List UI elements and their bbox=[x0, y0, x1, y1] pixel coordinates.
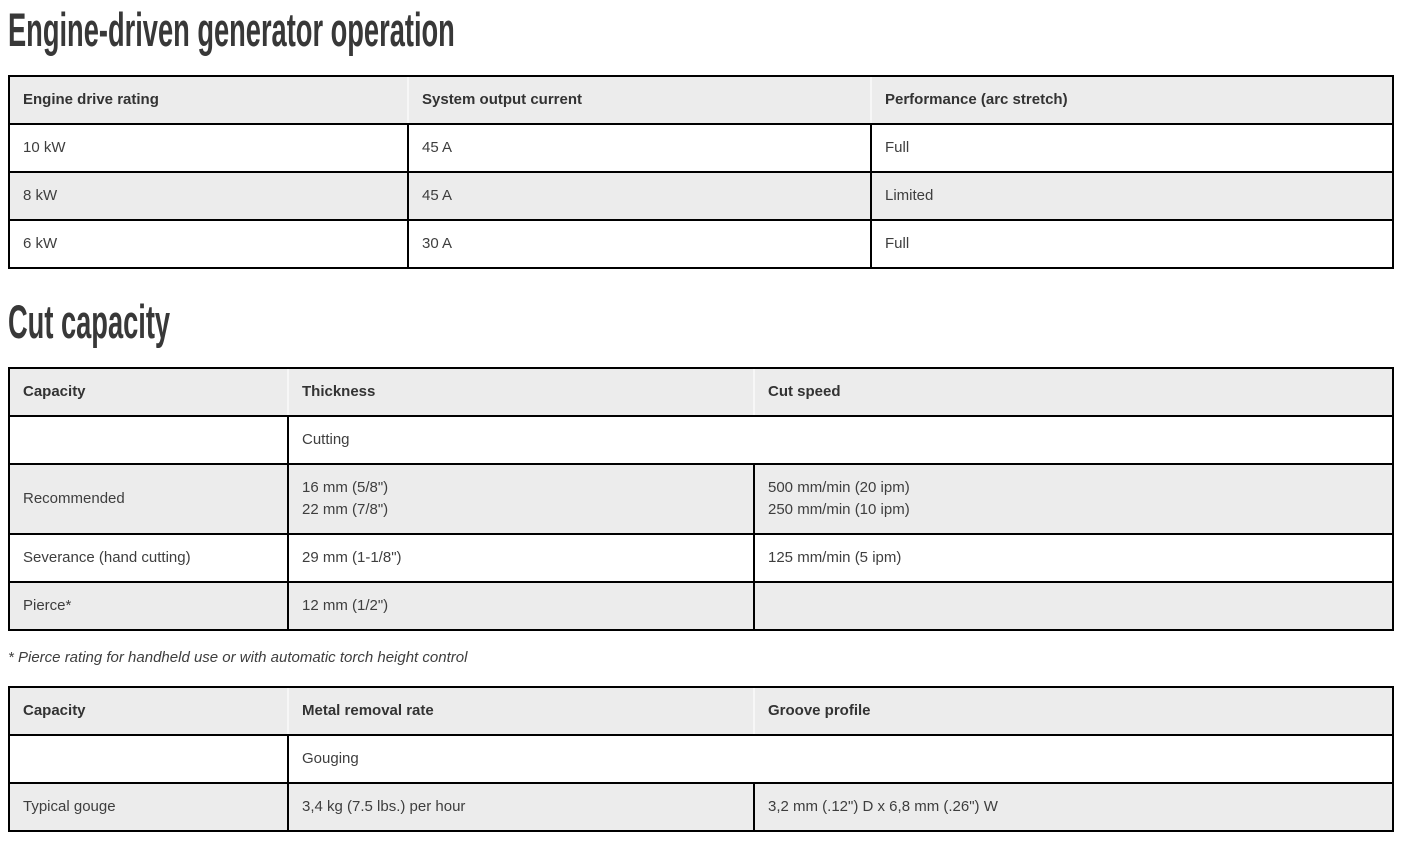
cell-rating: 6 kW bbox=[9, 220, 408, 268]
table-row bbox=[9, 582, 1393, 630]
col-header-engine-drive-rating: Engine drive rating bbox=[9, 76, 408, 124]
group-row-cutting bbox=[9, 416, 1393, 464]
col-header-cut-speed: Cut speed bbox=[754, 368, 1393, 416]
cell-capacity: Severance (hand cutting) bbox=[9, 534, 288, 582]
cell-rating: 8 kW bbox=[9, 172, 408, 220]
cell-rating: 10 kW bbox=[9, 124, 408, 172]
thickness-line: 22 mm (7/8") bbox=[302, 501, 389, 518]
thickness-line: 16 mm (5/8") bbox=[302, 479, 389, 496]
engine-table-header-row bbox=[9, 76, 1393, 124]
col-header-capacity: Capacity bbox=[9, 368, 288, 416]
col-header-groove-profile: Groove profile bbox=[754, 687, 1393, 735]
cut-section-heading bbox=[8, 295, 1392, 348]
cell-capacity: Pierce* bbox=[9, 582, 288, 630]
col-header-system-output-current: System output current bbox=[408, 76, 871, 124]
table-row bbox=[9, 124, 1393, 172]
cell-current: 45 A bbox=[408, 172, 871, 220]
gouge-capacity-table bbox=[8, 686, 1394, 832]
cell-thickness: 29 mm (1-1/8") bbox=[288, 534, 754, 582]
engine-section-heading bbox=[8, 3, 1392, 56]
cell-capacity: Recommended bbox=[9, 464, 288, 534]
cell-cut-speed bbox=[754, 582, 1393, 630]
cell-performance: Full bbox=[871, 220, 1393, 268]
group-label-cutting: Cutting bbox=[288, 416, 1393, 464]
cell-empty bbox=[9, 416, 288, 464]
col-header-thickness: Thickness bbox=[288, 368, 754, 416]
gouge-table-header-row bbox=[9, 687, 1393, 735]
cell-current: 45 A bbox=[408, 124, 871, 172]
table-row bbox=[9, 464, 1393, 534]
group-label-gouging: Gouging bbox=[288, 735, 1393, 783]
cell-groove-profile: 3,2 mm (.12") D x 6,8 mm (.26") W bbox=[754, 783, 1393, 831]
col-header-performance-arc-stretch: Performance (arc stretch) bbox=[871, 76, 1393, 124]
cut-table-header-row bbox=[9, 368, 1393, 416]
cell-metal-removal-rate: 3,4 kg (7.5 lbs.) per hour bbox=[288, 783, 754, 831]
table-row bbox=[9, 220, 1393, 268]
cell-cut-speed: 125 mm/min (5 ipm) bbox=[754, 534, 1393, 582]
cell-current: 30 A bbox=[408, 220, 871, 268]
cut-capacity-table bbox=[8, 367, 1394, 631]
col-header-metal-removal-rate: Metal removal rate bbox=[288, 687, 754, 735]
pierce-footnote: * Pierce rating for handheld use or with automatic torch height control bbox=[8, 649, 468, 666]
cell-empty bbox=[9, 735, 288, 783]
cell-thickness bbox=[288, 464, 754, 534]
cell-performance: Full bbox=[871, 124, 1393, 172]
cut-section-heading-text: Cut capacity bbox=[8, 295, 171, 348]
col-header-capacity: Capacity bbox=[9, 687, 288, 735]
group-row-gouging bbox=[9, 735, 1393, 783]
speed-line: 500 mm/min (20 ipm) bbox=[768, 479, 910, 496]
engine-generator-table bbox=[8, 75, 1394, 269]
cell-capacity: Typical gouge bbox=[9, 783, 288, 831]
cell-cut-speed bbox=[754, 464, 1393, 534]
engine-section-heading-text: Engine-driven generator operation bbox=[8, 3, 455, 56]
cell-performance: Limited bbox=[871, 172, 1393, 220]
table-row bbox=[9, 783, 1393, 831]
speed-line: 250 mm/min (10 ipm) bbox=[768, 501, 910, 518]
table-row bbox=[9, 534, 1393, 582]
table-row bbox=[9, 172, 1393, 220]
cell-thickness: 12 mm (1/2") bbox=[288, 582, 754, 630]
